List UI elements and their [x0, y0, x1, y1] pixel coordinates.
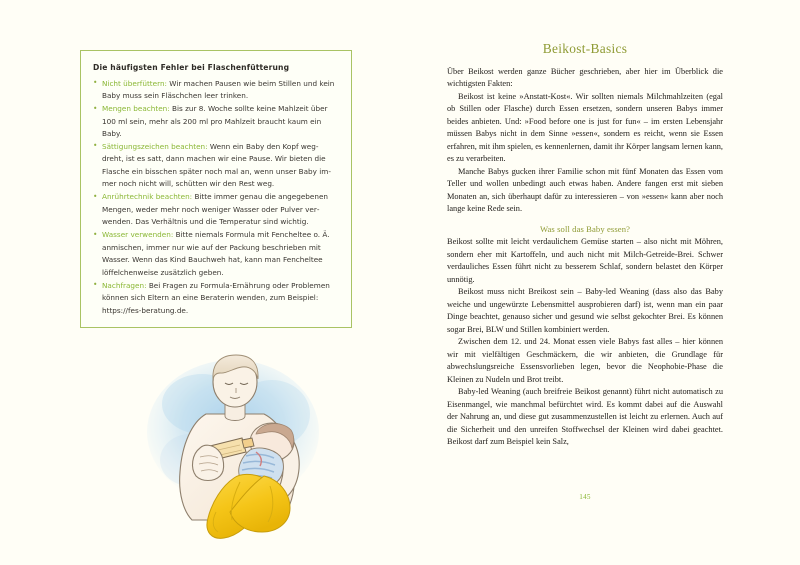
tip-list-item [93, 78, 337, 103]
tip-list-item [93, 280, 337, 317]
tip-label: Wasser verwenden: [102, 230, 174, 240]
tip-text: Bitte immer genau die angegebenen Mengen, weder mehr noch weniger Wasser oder Pulver verwenden. Das Verhältnis und die Temperatur sind wichtig. [102, 192, 329, 227]
tip-label: Anrührtechnik beachten: [102, 192, 193, 202]
page-number: 145 [579, 493, 591, 501]
paragraph: Manche Babys gucken ihrer Familie schon mit fünf Monaten das Essen vom Teller und wollen unbedingt auch etwas haben. Andere fangen erst mit sieben Monaten an, sich überhaupt dafür zu interessieren – von »essen« kann aber noch lange keine Rede sein. [447, 166, 723, 214]
paragraph: Beikost muss nicht Breikost sein – Baby-led Weaning (dass also das Baby weiche und ungewürzte Lebensmittel ausprobieren darf) ist, wenn man ein paar Dinge beachtet, genauso sicher und gesund wie selbst gekochter Brei. Es können sogar Brei, BLW und Stillen kombiniert werden. [447, 287, 723, 334]
tip-text: Wir machen Pausen wie beim Stillen und kein Baby muss sein Fläschchen leer trinken. [102, 78, 335, 101]
tip-label: Sättigungszeichen beachten: [102, 141, 208, 151]
tip-box-title: Die häufigsten Fehler bei Flaschenfütterung [93, 63, 290, 72]
bottle-teat [242, 438, 254, 448]
right-page [400, 0, 800, 565]
tip-list-item [93, 141, 337, 191]
illustration-father-feeding-baby [130, 352, 340, 542]
paragraph: Über Beikost werden ganze Bücher geschrieben, aber hier im Überblick die wichtigsten Fakten: [447, 67, 723, 89]
paragraph: Baby-led Weaning (auch breifreie Beikost genannt) führt nicht automatisch zu Eisenmangel, wie manchmal befürchtet wird. Es kommt dabei auf die Auswahl der Nahrung an, und diese gut zusammenzustellen ist leicht zu erlernen. Auch auf die Sicherheit und den unreifen Stoffwechsel der Kleinen wird dabei geachtet. Beikost darf zum Beispiel kein Salz, [447, 387, 723, 446]
tip-list-item [93, 191, 337, 228]
tip-label: Nachfragen: [102, 280, 147, 290]
illustration-svg [130, 352, 340, 542]
chapter-title: Beikost-Basics [542, 41, 628, 56]
paragraph: Beikost sollte mit leicht verdaulichem Gemüse starten – also nicht mit Möhren, sondern eher mit Kartoffeln, und auch nicht mit Milch-Getreide-Brei. Schwer verdauliches Essen führt nicht zu besserem Schlaf, sondern belastet den Körper unnötig. [447, 237, 723, 284]
tip-text: Bitte niemals Formula mit Fencheltee o. Ä. anmischen, immer nur wie auf der Packung beschrieben mit Wasser. Wenn das Kind Bauchweh hat, kann man Fencheltee löffelchenweise zusätzlich geben. [102, 230, 330, 277]
paragraph: Beikost ist keine »Anstatt-Kost«. Wir sollten niemals Milchmahlzeiten (egal ob Stillen oder Flasche) durch Essen ersetzen, sondern unseren Babys immer beides anbieten. Und: »Food before one is just for fun« – im ersten Lebensjahr müssen Babys nicht in dem Sinne »essen«, sondern es reicht, wenn sie Essen erfahren, mit ihm spielen, es kennenlernen, damit ihr Körper langsam lernen kann, es zu verarbeiten. [447, 91, 723, 164]
paragraph: Zwischen dem 12. und 24. Monat essen viele Babys fast alles – hier können wir mit vielfältigen Geschmäckern, die wir anbieten, die Grundlage für abwechslungsreiche Essensvorlieben legen, bevor die Neophobie-Phase die Kleinen zu Nudeln und Brot treibt. [447, 337, 723, 384]
tip-text: Bis zur 8. Woche sollte keine Mahlzeit über 100 ml sein, mehr als 200 ml pro Mahlzeit braucht kaum ein Baby. [102, 104, 328, 138]
tip-list-item [93, 103, 337, 140]
tip-text: Wenn ein Baby den Kopf wegdreht, ist es satt, dann machen wir eine Pause. Wir bieten die Flasche ein bisschen später noch mal an, wenn unser Baby immer noch nicht will, schütten wir den Rest weg. [102, 141, 331, 189]
section-subheading: Was soll das Baby essen? [539, 223, 630, 234]
tip-label: Mengen beachten: [102, 104, 170, 114]
tip-box [80, 50, 352, 328]
tip-label: Nicht überfüttern: [102, 78, 167, 88]
tip-list [93, 78, 337, 317]
tip-list-item [93, 229, 337, 279]
tip-text: Bei Fragen zu Formula-Ernährung oder Problemen können sich Eltern an eine Beraterin wenden, zum Beispiel: https://fes-beratung.de. [102, 280, 330, 315]
body-column [447, 66, 723, 448]
